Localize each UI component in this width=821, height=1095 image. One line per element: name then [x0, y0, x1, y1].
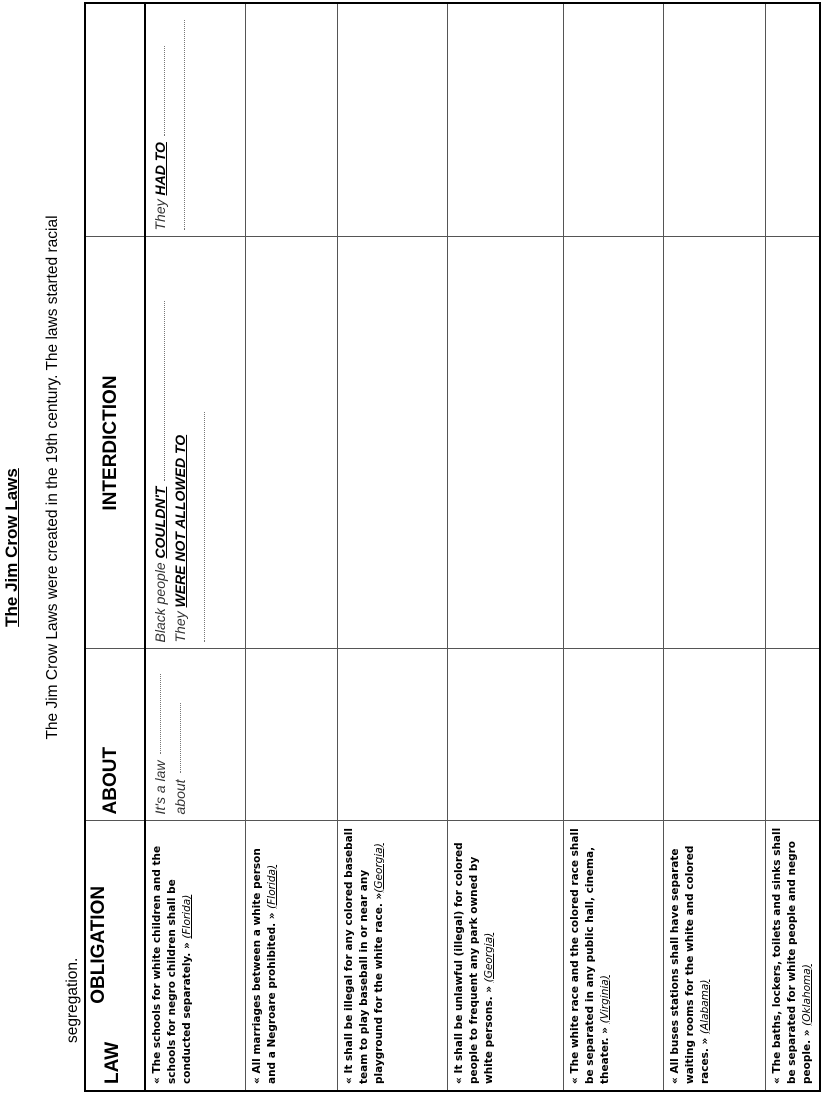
- obligation-keyword: HAD TO: [152, 142, 168, 196]
- law-text-cell: [245, 821, 337, 1091]
- interdiction-answer-cell[interactable]: [663, 237, 765, 649]
- table-row: [663, 3, 765, 1091]
- table-row: [245, 3, 337, 1091]
- header-interdiction: [85, 237, 145, 649]
- table-row: [447, 3, 563, 1091]
- about-prompt: It's a law: [152, 760, 168, 815]
- law-text: « It shall be unlawful (illegal) for colored people to frequent any park owned by white persons. »: [452, 842, 495, 1084]
- table-row: [765, 3, 820, 1091]
- about-answer-cell[interactable]: [447, 649, 563, 821]
- law-state: (Alabama): [698, 979, 711, 1035]
- obligation-answer-cell: [145, 3, 245, 237]
- law-state: (Oklahoma): [800, 964, 813, 1026]
- interdiction-answer-cell[interactable]: [447, 237, 563, 649]
- interdiction-answer-cell[interactable]: [337, 237, 447, 649]
- interdiction-keyword: WERE NOT ALLOWED TO: [172, 434, 188, 608]
- law-text: « It shall be illegal for any colored baseball team to play baseball in or near any playground for the white race. »: [342, 828, 385, 1084]
- answer-blank[interactable]: [170, 703, 181, 773]
- header-obligation-label: OBLIGATION: [88, 885, 109, 1004]
- obligation-answer-cell[interactable]: [245, 3, 337, 237]
- law-text: « The schools for white children and the schools for negro children shall be conducted separately. »: [151, 845, 193, 1084]
- obligation-prompt: They: [152, 195, 168, 231]
- about-answer-cell[interactable]: [245, 649, 337, 821]
- interdiction-keyword: COULDN'T: [152, 486, 168, 559]
- law-state: (Florida): [265, 864, 278, 909]
- interdiction-answer-cell[interactable]: [563, 237, 663, 649]
- interdiction-answer-cell[interactable]: [245, 237, 337, 649]
- law-text-cell: [337, 821, 447, 1091]
- about-answer-cell[interactable]: [663, 649, 765, 821]
- table-row: [563, 3, 663, 1091]
- about-answer-cell[interactable]: [337, 649, 447, 821]
- header-about-label: ABOUT: [100, 746, 121, 815]
- interdiction-answer-cell: [145, 237, 245, 649]
- intro-line-1: The Jim Crow Laws were created in the 19th century. The laws started racial: [44, 215, 61, 740]
- law-text-cell: [145, 821, 245, 1091]
- answer-blank[interactable]: [194, 413, 205, 643]
- page-title: The Jim Crow Laws: [2, 468, 21, 627]
- law-text-cell: [765, 821, 820, 1091]
- law-state: (Georgia): [372, 843, 385, 893]
- answer-blank[interactable]: [154, 301, 165, 481]
- obligation-answer-cell[interactable]: [447, 3, 563, 237]
- law-text-cell: [563, 821, 663, 1091]
- law-state: (Virginia): [598, 975, 611, 1024]
- header-law-label: LAW: [102, 1041, 123, 1084]
- law-state: (Georgia): [482, 932, 495, 983]
- interdiction-prompt: Black people: [152, 558, 168, 643]
- intro-line-2: segregation.: [64, 957, 81, 1043]
- law-text: « All marriages between a white person and a Negroare prohibited. »: [250, 848, 278, 1084]
- interdiction-answer-cell[interactable]: [765, 237, 820, 649]
- law-text-cell: [447, 821, 563, 1091]
- table-row: [145, 3, 245, 1091]
- obligation-answer-cell[interactable]: [563, 3, 663, 237]
- obligation-answer-cell[interactable]: [337, 3, 447, 237]
- law-state: (Florida): [181, 894, 193, 939]
- answer-blank[interactable]: [150, 674, 161, 754]
- obligation-answer-cell[interactable]: [765, 3, 820, 237]
- header-obligation-answer: [85, 3, 145, 237]
- header-law: [85, 821, 145, 1091]
- answer-blank[interactable]: [174, 21, 185, 231]
- law-text: « The baths, lockers, toilets and sinks shall be separated for white people and negro people. »: [770, 827, 813, 1084]
- table-row: [337, 3, 447, 1091]
- law-text: « The white race and the colored race shall be separated in any public hall, cinema, theater. »: [568, 828, 611, 1084]
- law-text: « All buses stations shall have separate waiting rooms for the white and colored races. »: [668, 845, 711, 1084]
- header-about: [85, 649, 145, 821]
- about-prompt: about: [172, 779, 188, 815]
- header-interdiction-label: INTERDICTION: [100, 375, 121, 511]
- obligation-answer-cell[interactable]: [663, 3, 765, 237]
- answer-blank[interactable]: [154, 46, 165, 136]
- about-answer-cell[interactable]: [563, 649, 663, 821]
- about-answer-cell[interactable]: [765, 649, 820, 821]
- law-text-cell: [663, 821, 765, 1091]
- about-answer-cell: [145, 649, 245, 821]
- table-header-row: [85, 3, 145, 1091]
- interdiction-prompt: They: [172, 607, 188, 643]
- laws-table: [84, 2, 821, 1092]
